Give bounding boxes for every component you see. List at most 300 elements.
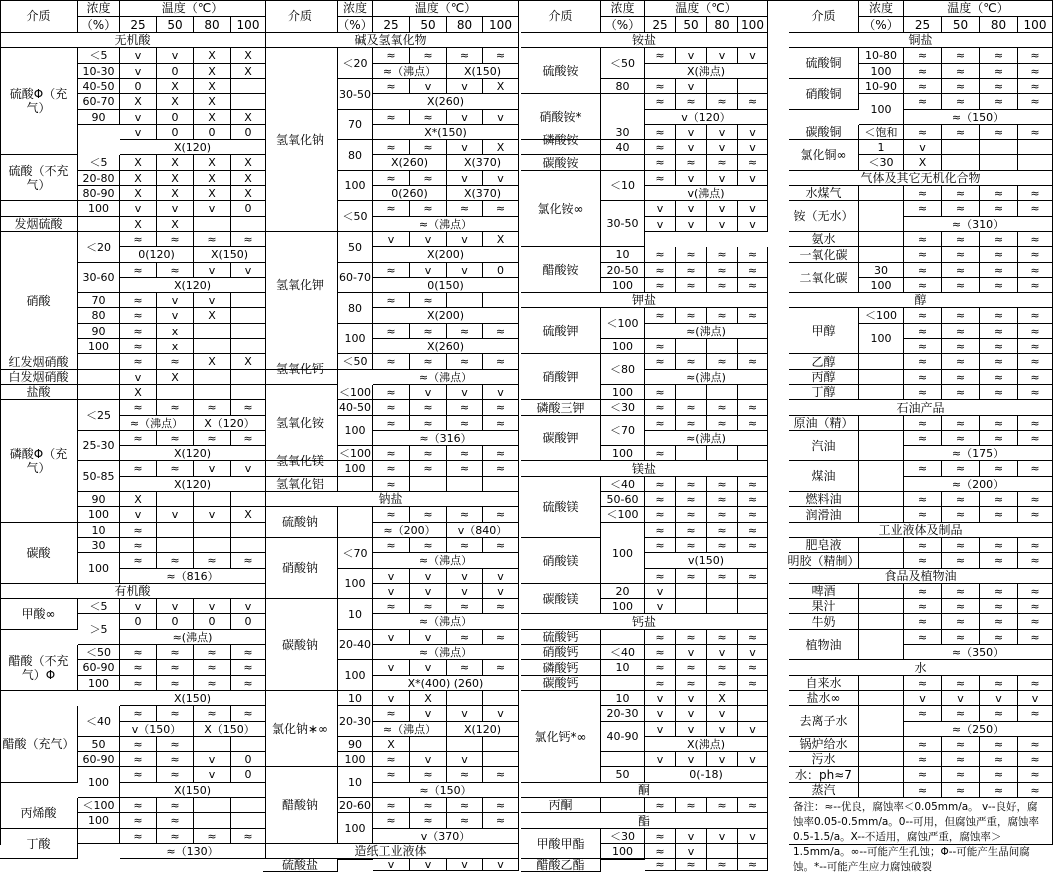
- rating-cell: v: [447, 110, 483, 125]
- concentration: [859, 752, 904, 767]
- rating-cell: ≈: [373, 171, 410, 186]
- rating-cell: ≈: [483, 48, 519, 64]
- rating-merged: X(120): [120, 278, 266, 293]
- rating-cell: v: [194, 752, 231, 767]
- rating-cell: X: [157, 186, 194, 201]
- header-conc-unit: （%）: [337, 17, 373, 32]
- concentration: [338, 507, 373, 538]
- medium-name: 硫酸铜: [789, 48, 859, 79]
- concentration: ＜50: [601, 48, 645, 79]
- rating-cell: v: [410, 263, 447, 278]
- rating-cell: v: [738, 48, 768, 64]
- rating-cell: v: [120, 370, 157, 385]
- concentration: ＜5: [78, 155, 120, 171]
- medium-name: 硫酸（不充气）: [0, 155, 78, 201]
- concentration: 100: [859, 278, 904, 293]
- concentration: 90: [78, 324, 120, 339]
- rating-cell: ≈: [676, 263, 707, 278]
- rating-cell: ≈: [738, 308, 768, 324]
- rating-cell: v: [194, 507, 231, 523]
- rating-cell: ≈: [645, 308, 676, 324]
- rating-cell: ≈: [373, 767, 410, 783]
- rating-cell: ≈: [447, 767, 483, 783]
- rating-cell: ≈: [231, 660, 266, 676]
- concentration: 100: [78, 507, 120, 523]
- rating-cell: ≈: [645, 247, 676, 263]
- concentration: 10-90: [859, 79, 904, 94]
- rating-cell: X: [194, 94, 231, 110]
- rating-cell: ≈: [447, 813, 483, 829]
- rating-cell: ≈: [980, 201, 1018, 217]
- rating-cell: ≈: [483, 660, 519, 676]
- rating-cell: ≈: [483, 507, 519, 523]
- rating-merged: X(沸点): [645, 737, 768, 752]
- rating-cell: ≈: [1018, 706, 1053, 722]
- rating-cell: ≈: [447, 660, 483, 676]
- rating-cell: ≈: [645, 385, 676, 400]
- rating-cell: ≈: [1018, 599, 1053, 614]
- rating-cell: ≈: [1018, 630, 1053, 645]
- rating-merged: 0(120): [120, 247, 194, 263]
- rating-cell: ≈: [980, 752, 1018, 767]
- medium-name: 碳酸铵: [521, 155, 601, 171]
- rating-cell: [194, 492, 231, 507]
- concentration: ＜100: [339, 385, 371, 399]
- rating-cell: v: [120, 201, 157, 217]
- section-heading: 碱及氢氧化物: [263, 33, 519, 48]
- rating-merged: ≈（150）: [904, 110, 1053, 125]
- rating-cell: [157, 538, 194, 553]
- rating-cell: ≈: [904, 431, 942, 446]
- rating-cell: 0: [231, 201, 266, 217]
- concentration: [601, 676, 645, 691]
- rating-merged: ≈（200）: [904, 477, 1053, 492]
- rating-cell: ≈: [707, 263, 738, 278]
- medium-name: 啤酒: [789, 584, 859, 599]
- rating-cell: X: [157, 217, 194, 232]
- rating-cell: X: [120, 385, 157, 400]
- rating-cell: ≈: [904, 599, 942, 614]
- concentration: 100: [338, 752, 373, 767]
- rating-cell: ≈: [1018, 614, 1053, 630]
- concentration: ＜100: [78, 798, 120, 813]
- rating-cell: v: [120, 125, 157, 140]
- rating-cell: ≈: [980, 125, 1018, 140]
- rating-cell: 0: [231, 125, 266, 140]
- rating-cell: X: [707, 691, 738, 706]
- concentration: 50: [338, 232, 373, 263]
- medium-name: 肥皂液: [789, 538, 859, 553]
- rating-cell: v: [120, 64, 157, 79]
- concentration: 20-30: [338, 706, 373, 737]
- header-conc-unit: （%）: [78, 17, 120, 33]
- rating-cell: [231, 217, 266, 232]
- rating-cell: v: [676, 125, 707, 140]
- rating-cell: ≈: [120, 752, 157, 767]
- rating-cell: [231, 538, 266, 553]
- rating-cell: ≈: [904, 492, 942, 507]
- rating-merged: 0(150): [373, 278, 519, 293]
- concentration: 50: [601, 767, 645, 783]
- medium-name: 丙醇: [789, 370, 859, 385]
- rating-cell: ≈: [942, 125, 980, 140]
- rating-cell: ≈: [904, 339, 942, 354]
- rating-cell: ≈: [707, 477, 738, 492]
- rating-cell: ≈: [194, 829, 231, 844]
- rating-cell: [447, 293, 483, 308]
- rating-cell: ≈: [904, 767, 942, 783]
- rating-merged: X(260): [373, 339, 519, 354]
- rating-cell: [194, 370, 231, 385]
- section-heading: 工业液体及制品: [789, 523, 1053, 538]
- concentration: 10: [601, 247, 645, 263]
- rating-cell: ≈: [904, 507, 942, 523]
- medium-name: 氢氧化钠: [263, 48, 338, 232]
- rating-cell: ≈: [904, 232, 942, 247]
- rating-cell: 0: [194, 125, 231, 140]
- rating-merged: ≈（沸点）: [373, 217, 519, 232]
- concentration: 100: [601, 446, 645, 461]
- rating-merged: ≈（沸点）: [373, 722, 447, 737]
- rating-cell: ≈: [157, 798, 194, 813]
- rating-cell: ≈: [373, 48, 410, 64]
- rating-cell: ≈: [738, 630, 768, 645]
- rating-cell: ≈: [120, 538, 157, 553]
- rating-cell: v: [707, 48, 738, 64]
- rating-cell: v: [483, 569, 519, 584]
- rating-cell: [447, 737, 483, 752]
- rating-cell: ≈: [1018, 416, 1053, 431]
- section-heading: 钙盐: [521, 614, 768, 630]
- rating-cell: ≈: [942, 752, 980, 767]
- rating-cell: ≈: [707, 94, 738, 110]
- rating-cell: ≈: [410, 461, 447, 477]
- rating-cell: X: [231, 507, 266, 523]
- rating-merged: ≈（350）: [904, 645, 1053, 660]
- rating-cell: [231, 523, 266, 538]
- rating-cell: ≈: [231, 829, 266, 844]
- rating-cell: v: [194, 767, 231, 783]
- rating-cell: [942, 155, 980, 171]
- concentration: 40-50: [78, 79, 120, 94]
- medium-name: 硫酸镁: [521, 477, 601, 538]
- medium-name: 醋酸乙酯: [521, 859, 601, 872]
- header-t50: 50: [942, 17, 980, 33]
- concentration: ＜5: [78, 48, 120, 64]
- rating-cell: v: [676, 48, 707, 64]
- rating-cell: ≈: [707, 859, 738, 871]
- rating-cell: ≈: [904, 48, 942, 64]
- rating-cell: v: [483, 171, 519, 186]
- rating-cell: ≈: [707, 400, 738, 416]
- medium-name: 水煤气: [789, 186, 859, 201]
- rating-cell: 0: [157, 64, 194, 79]
- rating-merged: ≈（200）: [373, 523, 447, 538]
- rating-cell: X: [157, 94, 194, 110]
- rating-cell: X: [231, 354, 266, 370]
- rating-cell: ≈: [373, 752, 410, 767]
- rating-merged: ≈（沸点）: [373, 645, 519, 660]
- rating-cell: ≈: [373, 400, 410, 416]
- rating-cell: 0: [120, 79, 157, 94]
- rating-cell: ≈: [980, 324, 1018, 339]
- rating-cell: v: [707, 645, 738, 660]
- rating-merged: ≈（316）: [373, 431, 519, 446]
- rating-cell: ≈: [373, 110, 410, 125]
- rating-cell: ≈: [194, 645, 231, 660]
- rating-cell: ≈: [676, 94, 707, 110]
- rating-cell: ≈: [373, 798, 410, 813]
- rating-cell: ≈: [707, 354, 738, 370]
- concentration: ＜70: [601, 416, 645, 446]
- rating-cell: ≈: [120, 354, 157, 370]
- rating-cell: ≈: [194, 232, 231, 247]
- rating-cell: [231, 737, 266, 752]
- rating-cell: v: [194, 263, 231, 278]
- rating-cell: v: [676, 844, 707, 859]
- rating-cell: ≈: [980, 354, 1018, 370]
- concentration: [859, 232, 904, 247]
- rating-cell: ≈: [410, 813, 447, 829]
- medium-name: 丁酸: [0, 829, 78, 859]
- rating-cell: ≈: [942, 370, 980, 385]
- rating-cell: ≈: [231, 676, 266, 691]
- rating-cell: [942, 140, 980, 155]
- medium-name: 硫酸钾: [521, 308, 601, 354]
- rating-cell: v: [676, 217, 707, 232]
- section-heading: 气体及其它无机化合物: [789, 171, 1053, 186]
- rating-cell: ≈: [942, 599, 980, 614]
- concentration: ＜40: [601, 645, 645, 660]
- rating-cell: ≈: [942, 461, 980, 477]
- rating-cell: ≈: [410, 416, 447, 431]
- rating-cell: ≈: [904, 584, 942, 599]
- rating-cell: ≈: [738, 676, 768, 691]
- rating-cell: v: [447, 569, 483, 584]
- rating-cell: ≈: [676, 798, 707, 813]
- rating-cell: [1018, 140, 1053, 155]
- rating-cell: ≈: [904, 247, 942, 263]
- medium-name: 白发烟硝酸: [0, 370, 78, 385]
- rating-merged: ≈（250）: [904, 722, 1053, 737]
- rating-cell: ≈: [738, 278, 768, 293]
- rating-cell: 0: [157, 614, 194, 630]
- rating-cell: ≈: [157, 829, 194, 844]
- concentration: [859, 676, 904, 691]
- section-heading: 铵盐: [521, 33, 768, 48]
- rating-cell: ≈: [980, 94, 1018, 110]
- rating-cell: [447, 691, 483, 706]
- rating-cell: ≈: [157, 660, 194, 676]
- rating-cell: [483, 293, 519, 308]
- rating-merged: X(120): [120, 140, 266, 155]
- rating-cell: ≈: [645, 645, 676, 660]
- rating-cell: ≈: [645, 94, 676, 110]
- rating-cell: v: [231, 263, 266, 278]
- rating-cell: v: [447, 232, 483, 247]
- medium-name: 氢氧化钙: [263, 354, 338, 385]
- rating-cell: v: [410, 630, 447, 645]
- rating-cell: ≈: [707, 308, 738, 324]
- rating-cell: ≈: [157, 263, 194, 278]
- concentration: [859, 691, 904, 706]
- rating-cell: ≈: [904, 354, 942, 370]
- medium-name: 发烟硫酸: [0, 217, 78, 232]
- rating-cell: ≈: [980, 767, 1018, 783]
- rating-cell: X: [194, 354, 231, 370]
- rating-merged: v（120）: [645, 110, 768, 125]
- rating-cell: ≈: [194, 400, 231, 416]
- rating-cell: ≈: [447, 324, 483, 339]
- rating-cell: v: [447, 752, 483, 767]
- rating-cell: ≈: [942, 79, 980, 94]
- rating-cell: [738, 584, 768, 599]
- rating-cell: X: [194, 110, 231, 125]
- rating-cell: ≈: [373, 354, 410, 370]
- rating-cell: X: [194, 155, 231, 171]
- rating-cell: v: [410, 706, 447, 722]
- rating-cell: ≈: [904, 614, 942, 630]
- rating-cell: [194, 737, 231, 752]
- concentration: [859, 247, 904, 263]
- rating-cell: ≈: [157, 461, 194, 477]
- rating-cell: X: [120, 217, 157, 232]
- rating-cell: X: [483, 79, 519, 94]
- header-t25: 25: [904, 17, 942, 33]
- rating-cell: v: [707, 706, 738, 722]
- rating-cell: ≈: [738, 660, 768, 676]
- concentration: ＜40: [78, 706, 120, 737]
- rating-cell: ≈: [645, 660, 676, 676]
- rating-cell: ≈: [980, 492, 1018, 507]
- rating-cell: [738, 844, 768, 859]
- rating-cell: [483, 752, 519, 767]
- concentration: 20-30: [601, 706, 645, 722]
- concentration: 80: [338, 140, 373, 171]
- rating-cell: [231, 79, 266, 94]
- section-heading: 无机酸: [0, 33, 266, 48]
- rating-cell: v: [645, 706, 676, 722]
- legend-note: 备注：≈--优良，腐蚀率＜0.05mm/a。 v--良好，腐蚀率0.05-0.5mm/a。0--可用，但腐蚀严重，腐蚀率0.5-1.5/a。X--不适用，腐蚀严重，腐蚀率＞1.5mm/a。∞--可能产生孔蚀；Φ--可能产生晶间腐蚀。*--可能产生应力腐蚀破裂: [789, 798, 1053, 845]
- rating-cell: ≈: [1018, 308, 1053, 324]
- concentration: 10: [338, 767, 373, 798]
- rating-cell: X: [120, 94, 157, 110]
- rating-cell: v: [410, 385, 447, 400]
- header-medium: 介质: [789, 0, 859, 33]
- rating-cell: ≈: [645, 339, 676, 354]
- rating-cell: v: [645, 201, 676, 217]
- rating-merged: ≈（沸点）: [373, 614, 519, 630]
- rating-cell: ≈: [1018, 492, 1053, 507]
- concentration: [859, 706, 904, 737]
- rating-cell: [194, 523, 231, 538]
- rating-cell: ≈: [231, 400, 266, 416]
- rating-cell: X: [483, 232, 519, 247]
- rating-cell: ≈: [120, 553, 157, 569]
- concentration: ＜100: [339, 446, 371, 460]
- concentration: 40: [601, 140, 645, 155]
- rating-cell: ≈: [980, 737, 1018, 752]
- medium-name: 水：ph≈7: [789, 767, 859, 783]
- rating-cell: ≈: [980, 278, 1018, 293]
- rating-cell: ≈: [194, 431, 231, 446]
- concentration: [859, 416, 904, 431]
- rating-cell: v: [904, 140, 942, 155]
- rating-cell: ≈: [447, 416, 483, 431]
- concentration: ＜20: [78, 232, 120, 263]
- rating-cell: ≈: [157, 431, 194, 446]
- rating-cell: [483, 477, 519, 492]
- rating-cell: ≈: [904, 706, 942, 722]
- rating-cell: [231, 293, 266, 308]
- concentration: 50-60: [601, 492, 645, 507]
- rating-cell: ≈: [410, 538, 447, 553]
- rating-cell: ≈: [373, 813, 410, 829]
- rating-cell: ≈: [120, 645, 157, 660]
- concentration: 100: [859, 64, 904, 79]
- rating-cell: ≈: [980, 553, 1018, 569]
- rating-merged: v(沸点): [645, 186, 768, 201]
- concentration: 20-40: [338, 630, 373, 660]
- rating-cell: v: [738, 140, 768, 155]
- concentration: 80: [78, 308, 120, 324]
- rating-cell: ≈: [942, 538, 980, 553]
- medium-name: 植物油: [789, 630, 859, 660]
- rating-cell: ≈: [676, 155, 707, 171]
- rating-cell: X: [231, 186, 266, 201]
- rating-cell: v: [738, 829, 768, 844]
- rating-cell: ≈: [676, 400, 707, 416]
- rating-cell: X: [410, 691, 447, 706]
- concentration: 70: [78, 293, 120, 308]
- concentration: 100: [338, 461, 373, 477]
- rating-cell: ≈: [447, 461, 483, 477]
- rating-cell: v: [483, 706, 519, 722]
- concentration: [859, 385, 904, 400]
- rating-cell: [194, 324, 231, 339]
- rating-cell: ≈: [942, 263, 980, 278]
- rating-cell: ≈: [410, 400, 447, 416]
- concentration: [338, 859, 373, 860]
- rating-cell: ≈: [980, 416, 1018, 431]
- concentration: 100: [859, 324, 904, 354]
- section-heading: 酮: [521, 783, 768, 798]
- rating-cell: [410, 477, 447, 492]
- concentration: 30: [78, 538, 120, 553]
- rating-cell: ≈: [904, 201, 942, 217]
- medium-name: 硝酸铵*: [521, 94, 601, 140]
- rating-cell: ≈: [980, 706, 1018, 722]
- rating-cell: ≈: [373, 293, 410, 308]
- section-heading: 醇: [789, 293, 1053, 308]
- rating-cell: ≈: [410, 324, 447, 339]
- rating-cell: ≈: [157, 354, 194, 370]
- rating-cell: ≈: [194, 676, 231, 691]
- medium-name: 氯化铜∞: [789, 140, 859, 171]
- rating-cell: 0: [483, 263, 519, 278]
- rating-merged: ≈(沸点): [120, 630, 266, 645]
- rating-cell: v: [483, 110, 519, 125]
- rating-cell: ≈: [980, 676, 1018, 691]
- rating-cell: [738, 79, 768, 94]
- medium-name: 丙烯酸: [0, 798, 78, 829]
- rating-cell: ≈: [904, 324, 942, 339]
- concentration: 100: [78, 339, 120, 354]
- rating-cell: ≈: [645, 798, 676, 813]
- rating-cell: ≈: [1018, 752, 1053, 767]
- concentration: 30: [601, 125, 645, 140]
- medium-name: 蒸汽: [789, 783, 859, 798]
